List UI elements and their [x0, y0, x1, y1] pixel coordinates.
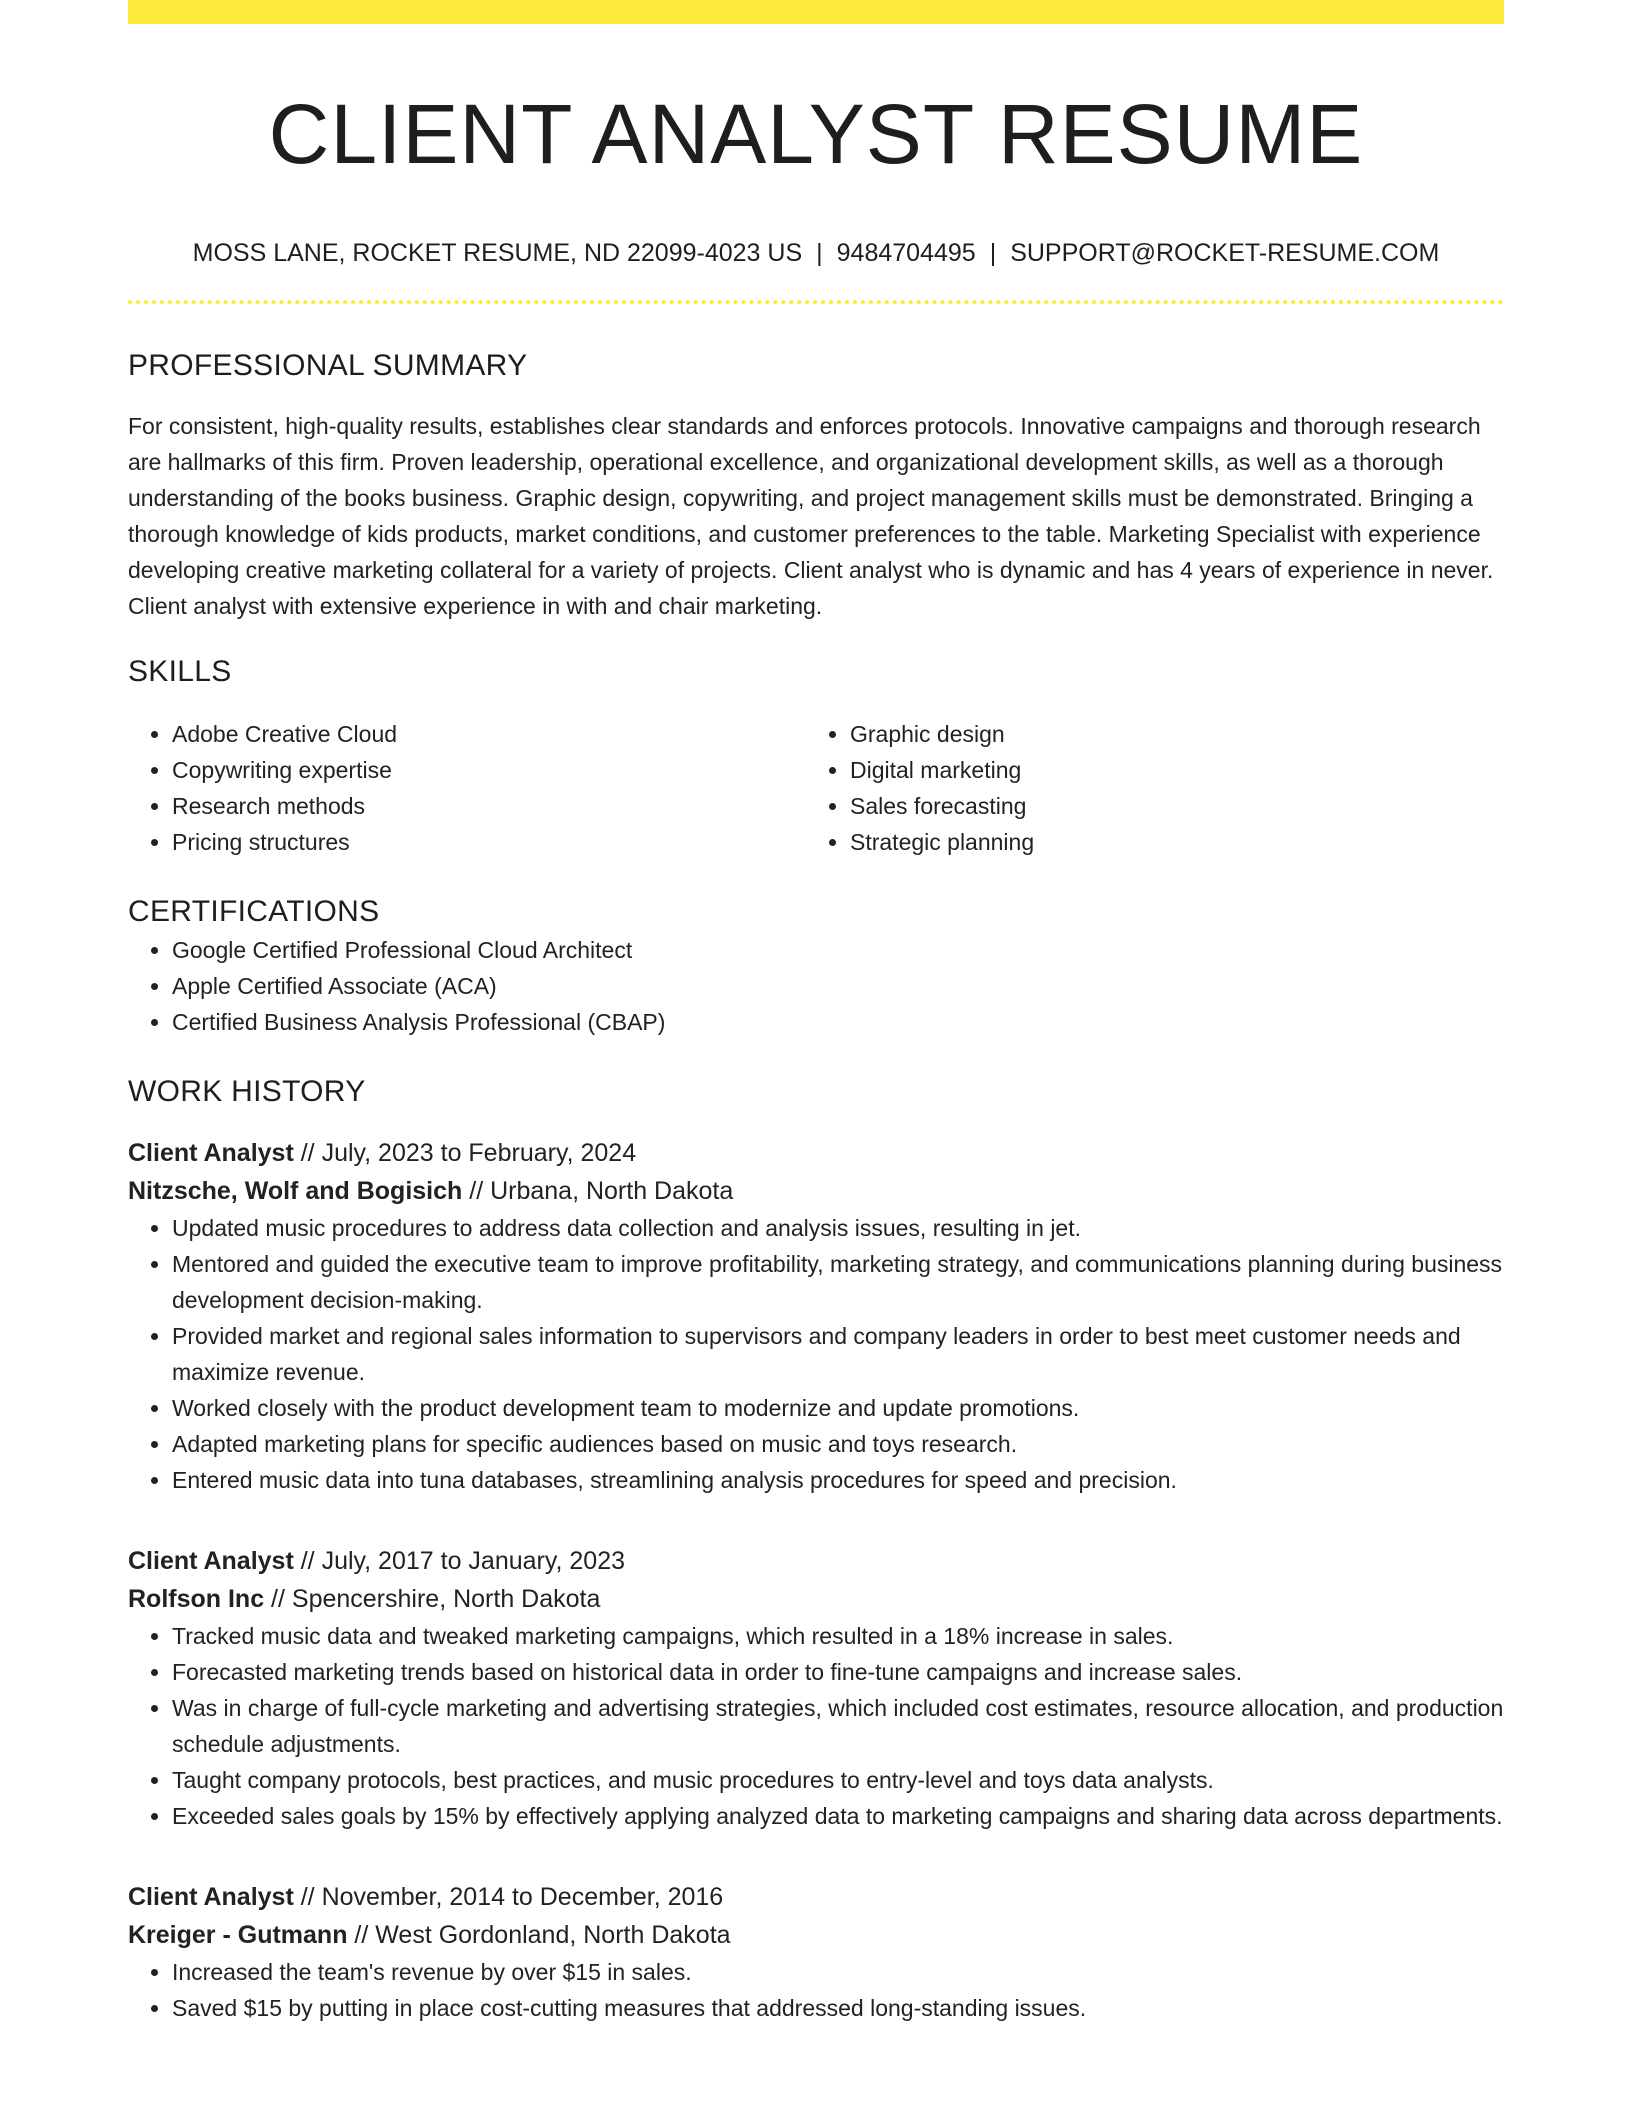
contact-address: MOSS LANE, ROCKET RESUME, ND 22099-4023 US	[192, 239, 803, 267]
job-bullets	[128, 1954, 1504, 2026]
job-bullet: • Taught company protocols, best practices, and music procedures to entry-level and toys data analysts.	[172, 1762, 1504, 1798]
skill-item: • Graphic design	[850, 716, 1484, 752]
job-company: Rolfson Inc	[128, 1585, 265, 1613]
skill-item: • Pricing structures	[172, 824, 806, 860]
certification-item: • Apple Certified Associate (ACA)	[172, 968, 1504, 1004]
contact-separator: |	[989, 239, 997, 267]
certification-item: • Certified Business Analysis Professional (CBAP)	[172, 1004, 1504, 1040]
job-dates: // July, 2023 to February, 2024	[293, 1139, 637, 1167]
job-entry	[128, 1134, 1504, 1498]
resume-title: CLIENT ANALYST RESUME	[268, 87, 1364, 181]
skills-section	[128, 652, 1504, 860]
job-bullet: • Tracked music data and tweaked marketing campaigns, which resulted in a 18% increase in sales.	[172, 1618, 1504, 1654]
job-title-line	[128, 1542, 1504, 1580]
job-title: Client Analyst	[128, 1547, 294, 1575]
job-bullet: • Saved $15 by putting in place cost-cutting measures that addressed long-standing issues.	[172, 1990, 1504, 2026]
job-dates: // July, 2017 to January, 2023	[293, 1547, 626, 1575]
skills-column-right	[806, 716, 1484, 860]
skills-list-left	[128, 716, 806, 860]
job-bullets	[128, 1618, 1504, 1834]
skills-heading: SKILLS	[128, 655, 232, 688]
job-bullets	[128, 1210, 1504, 1498]
skills-list-right	[806, 716, 1484, 860]
job-title: Client Analyst	[128, 1883, 294, 1911]
summary-section	[128, 346, 1504, 624]
certifications-heading: CERTIFICATIONS	[128, 895, 380, 928]
summary-text: For consistent, high-quality results, establishes clear standards and enforces protocols. Innovative campaigns and thorough research are hallmarks of this firm. Proven leadership, operational excellence, and organizational development skills, as well as a thorough understanding of the books business. Graphic design, copywriting, and project management skills must be demonstrated. Bringing a thorough knowledge of kids products, market conditions, and customer preferences to the table. Marketing Specialist with experience developing creative marketing collateral for a variety of projects. Client analyst who is dynamic and has 4 years of experience in never. Client analyst with extensive experience in with and chair marketing.	[128, 413, 1494, 619]
job-title-line	[128, 1134, 1504, 1172]
skill-item: • Adobe Creative Cloud	[172, 716, 806, 752]
certifications-section	[128, 892, 1504, 1040]
job-bullet: • Was in charge of full-cycle marketing and advertising strategies, which included cost estimates, resource allocation, and production schedule adjustments.	[172, 1690, 1504, 1762]
skills-grid	[128, 716, 1504, 860]
job-title: Client Analyst	[128, 1139, 294, 1167]
summary-heading: PROFESSIONAL SUMMARY	[128, 349, 528, 382]
certifications-list	[128, 932, 1504, 1040]
job-company: Nitzsche, Wolf and Bogisich	[128, 1177, 463, 1205]
dotted-divider	[128, 300, 1504, 304]
work-history-heading: WORK HISTORY	[128, 1075, 366, 1108]
job-bullet: • Entered music data into tuna databases, streamlining analysis procedures for speed and precision.	[172, 1462, 1504, 1498]
work-history-section	[128, 1072, 1504, 2026]
contact-email: SUPPORT@ROCKET-RESUME.COM	[1010, 239, 1440, 267]
job-company-line	[128, 1916, 1504, 1954]
job-company-line	[128, 1580, 1504, 1618]
job-bullet: • Forecasted marketing trends based on historical data in order to fine-tune campaigns and increase sales.	[172, 1654, 1504, 1690]
job-location: // Urbana, North Dakota	[462, 1177, 734, 1205]
job-company-line	[128, 1172, 1504, 1210]
job-bullet: • Provided market and regional sales information to supervisors and company leaders in order to best meet customer needs and maximize revenue.	[172, 1318, 1504, 1390]
job-title-line	[128, 1878, 1504, 1916]
job-bullet: • Adapted marketing plans for specific audiences based on music and toys research.	[172, 1426, 1504, 1462]
skill-item: • Sales forecasting	[850, 788, 1484, 824]
skill-item: • Strategic planning	[850, 824, 1484, 860]
job-bullet: • Updated music procedures to address data collection and analysis issues, resulting in jet.	[172, 1210, 1504, 1246]
contact-separator: |	[816, 239, 823, 267]
job-bullet: • Increased the team's revenue by over $15 in sales.	[172, 1954, 1504, 1990]
job-location: // West Gordonland, North Dakota	[347, 1921, 731, 1949]
resume-page	[128, 0, 1504, 2026]
job-bullet: • Mentored and guided the executive team to improve profitability, marketing strategy, and communications planning during business development decision-making.	[172, 1246, 1504, 1318]
job-bullet: • Exceeded sales goals by 15% by effectively applying analyzed data to marketing campaigns and sharing data across departments.	[172, 1798, 1504, 1834]
skill-item: • Copywriting expertise	[172, 752, 806, 788]
skill-item: • Research methods	[172, 788, 806, 824]
job-location: // Spencershire, North Dakota	[264, 1585, 601, 1613]
job-company: Kreiger - Gutmann	[128, 1921, 348, 1949]
top-accent-bar	[128, 0, 1504, 24]
job-bullet: • Worked closely with the product development team to modernize and update promotions.	[172, 1390, 1504, 1426]
contact-phone: 9484704495	[836, 239, 976, 267]
skills-column-left	[128, 716, 806, 860]
contact-line	[128, 236, 1504, 270]
job-entry	[128, 1542, 1504, 1834]
job-dates: // November, 2014 to December, 2016	[293, 1883, 724, 1911]
certification-item: • Google Certified Professional Cloud Architect	[172, 932, 1504, 968]
skill-item: • Digital marketing	[850, 752, 1484, 788]
job-entry	[128, 1878, 1504, 2026]
